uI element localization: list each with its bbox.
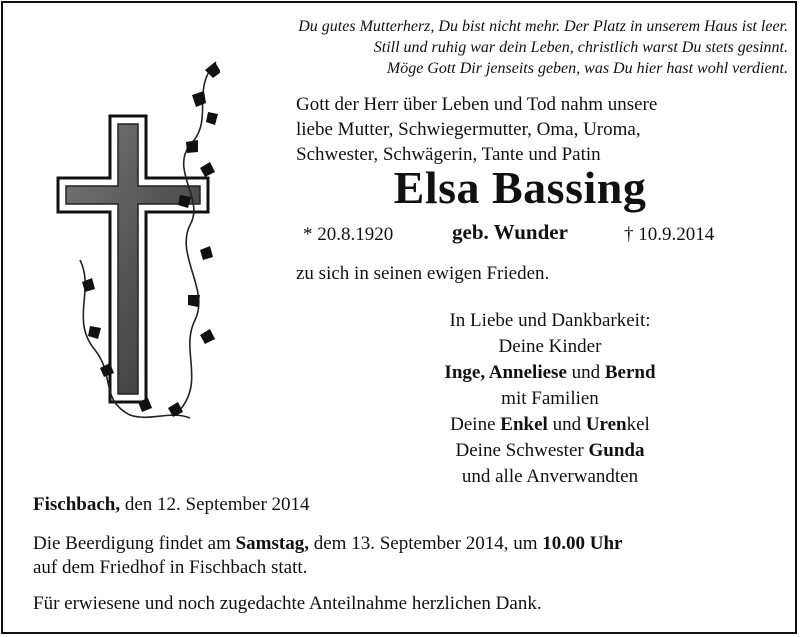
mourners-line: und alle Anverwandten	[461, 466, 639, 487]
funeral-text: dem 13. September 2014, um	[313, 533, 538, 554]
maiden-name: geb. Wunder	[452, 220, 568, 244]
sister-label: Deine Schwester	[455, 440, 584, 461]
poem-line: Du gutes Mutterherz, Du bist nicht mehr. Der Platz in unserem Haus ist leer.	[298, 18, 788, 35]
funeral-text: Die Beerdigung findet am	[33, 533, 231, 554]
mourners-line: In Liebe und Dankbarkeit:	[449, 310, 651, 331]
peace-line: zu sich in seinen ewigen Frieden.	[296, 263, 550, 284]
intro-line: liebe Mutter, Schwiegermutter, Oma, Uroma,	[296, 119, 641, 140]
poem-line: Möge Gott Dir jenseits geben, was Du hier hast wohl verdient.	[386, 60, 788, 77]
child-name: Bernd	[604, 362, 656, 383]
great-suffix: kel	[626, 414, 650, 435]
great-prefix: Uren	[585, 414, 627, 435]
intro-line: Gott der Herr über Leben und Tod nahm unsere	[296, 94, 658, 115]
death-date: † 10.9.2014	[624, 224, 715, 245]
funeral-info	[33, 532, 622, 580]
funeral-line	[33, 532, 622, 556]
funeral-time: 10.00 Uhr	[542, 533, 623, 554]
poem-line: Still und ruhig war dein Leben, christlich warst Du stets gesinnt.	[373, 39, 788, 56]
intro-text	[296, 92, 657, 167]
ivy-icon	[80, 62, 216, 418]
deceased-name: Elsa Bassing	[393, 162, 647, 213]
mourners-line: mit Familien	[501, 388, 599, 409]
date-text: den 12. September 2014	[124, 494, 310, 515]
place-name: Fischbach,	[33, 494, 121, 515]
intro-line: Schwester, Schwägerin, Tante und Patin	[296, 144, 601, 165]
word: Deine	[450, 414, 496, 435]
mourners-block	[400, 308, 700, 490]
birth-date: * 20.8.1920	[303, 224, 394, 245]
grandchildren: Enkel	[500, 414, 548, 435]
mourners-line: Deine Kinder	[498, 336, 602, 357]
thanks-line: Für erwiesene und noch zugedachte Anteilnahme herzlichen Dank.	[33, 593, 542, 614]
conjunction: und	[571, 362, 601, 383]
cross-with-ivy-image	[40, 50, 220, 430]
mourners-sister	[400, 438, 700, 464]
children-names: Inge, Anneliese	[444, 362, 567, 383]
conjunction: und	[552, 414, 582, 435]
memorial-poem	[228, 16, 788, 79]
place-date	[33, 494, 310, 516]
mourners-children	[400, 360, 700, 386]
mourners-grandchildren	[400, 412, 700, 438]
funeral-day: Samstag,	[235, 533, 309, 554]
funeral-line: auf dem Friedhof in Fischbach statt.	[33, 557, 308, 578]
sister-name: Gunda	[588, 440, 645, 461]
